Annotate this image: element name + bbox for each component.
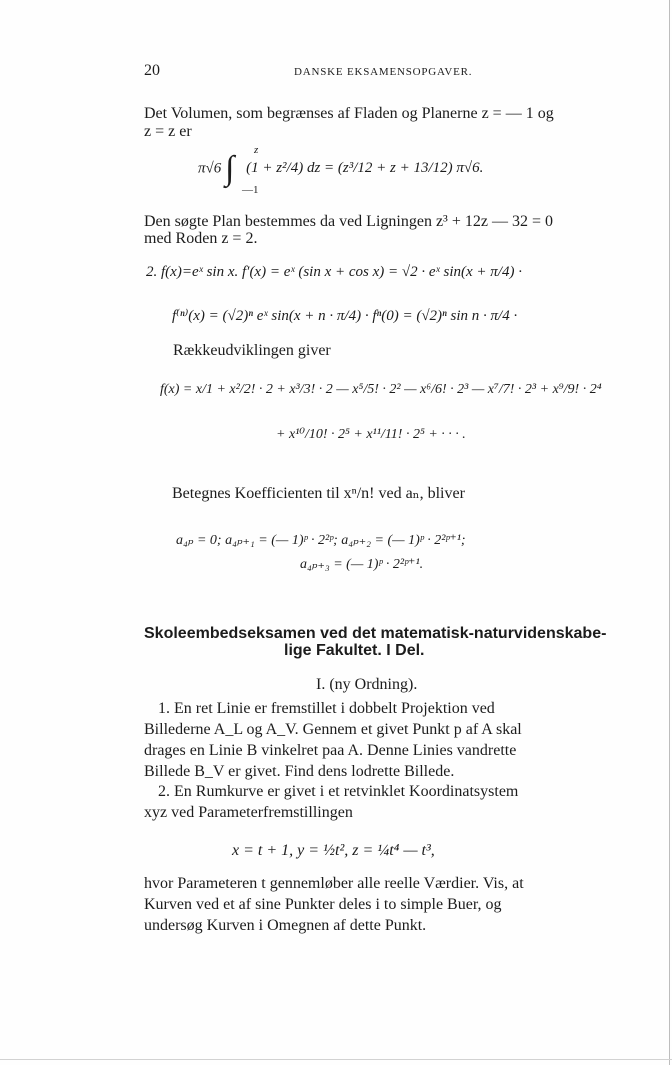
task2-line1: 2. En Rumkurve er givet i et retvinklet Koordinatsystem (158, 783, 519, 800)
problem2-line2: f⁽ⁿ⁾(x) = (√2)ⁿ eˣ sin(x + n · π/4) · fⁿ(0) = (√2)ⁿ sin n · π/4 · (172, 308, 518, 324)
section-title-line2: lige Fakultet. I Del. (284, 642, 425, 659)
plane-line2: med Roden z = 2. (144, 230, 258, 247)
integral-upper-limit: z (254, 144, 259, 156)
task2-after1: hvor Parameteren t gennemløber alle reelle Værdier. Vis, at (144, 875, 524, 892)
task2-param: x = t + 1, y = ½t², z = ¼t⁴ — t³, (232, 842, 435, 859)
coefficients-line1: a₄ₚ = 0; a₄ₚ₊₁ = (— 1)ᵖ · 2²ᵖ; a₄ₚ₊₂ = (— 1)ᵖ · 2²ᵖ⁺¹; (176, 533, 466, 548)
task1-line1: 1. En ret Linie er fremstillet i dobbelt Projektion ved (158, 700, 495, 717)
page-edge-bottom (0, 1059, 672, 1060)
formula-left: π√6 (198, 160, 222, 177)
page-number: 20 (144, 62, 160, 79)
problem2-formula1: f(x)=eˣ sin x. f′(x) = eˣ (sin x + cos x) = √2 · eˣ sin(x + π/4) · (161, 264, 522, 280)
problem2-number: 2. (146, 264, 158, 280)
integrand: (1 + z²/4) dz = (z³/12 + z + 13/12) π√6. (246, 160, 484, 177)
task1-line3: drages en Linie B vinkelret paa A. Denne Linies vandrette (144, 742, 517, 759)
volume-intro-line1: Det Volumen, som begrænses af Fladen og Planerne z = — 1 og (144, 105, 554, 122)
series-line1: f(x) = x/1 + x²/2! · 2 + x³/3! · 2 — x⁵/5! · 2² — x⁶/6! · 2³ — x⁷/7! · 2³ + x⁹/9! · 2⁴ (160, 382, 602, 397)
series-line2: + x¹⁰/10! · 2⁵ + x¹¹/11! · 2⁵ + · · · . (276, 427, 466, 442)
task2-after2: Kurven ved et af sine Punkter deles i to simple Buer, og (144, 896, 502, 913)
section-subtitle: I. (ny Ordning). (316, 676, 418, 693)
page-edge-right (669, 0, 670, 1065)
volume-formula (198, 144, 484, 196)
series-label: Rækkeudviklingen giver (173, 342, 331, 359)
coefficients-intro: Betegnes Koefficienten til xⁿ/n! ved aₙ, bliver (172, 485, 465, 502)
task2-line2: xyz ved Parameterfremstillingen (144, 804, 353, 821)
task1-line2: Billederne A_L og A_V. Gennem et givet Punkt p af A skal (144, 721, 522, 738)
integral-lower-limit: —1 (242, 184, 259, 196)
plane-line1: Den søgte Plan bestemmes da ved Ligningen z³ + 12z — 32 = 0 (144, 213, 553, 230)
section-title-line1: Skoleembedseksamen ved det matematisk-naturvidenskabe- (144, 625, 607, 642)
volume-intro-line2: z = z er (144, 123, 192, 140)
problem2-line1 (146, 264, 522, 281)
task2-after3: undersøg Kurven i Omegnen af dette Punkt. (144, 917, 427, 934)
coefficients-line2: a₄ₚ₊₃ = (— 1)ᵖ · 2²ᵖ⁺¹. (300, 557, 424, 572)
running-head: DANSKE EKSAMENSOPGAVER. (294, 66, 473, 78)
task1-line4: Billede B_V er givet. Find dens lodrette Billede. (144, 763, 455, 780)
integral-sign: ∫ (225, 150, 235, 187)
